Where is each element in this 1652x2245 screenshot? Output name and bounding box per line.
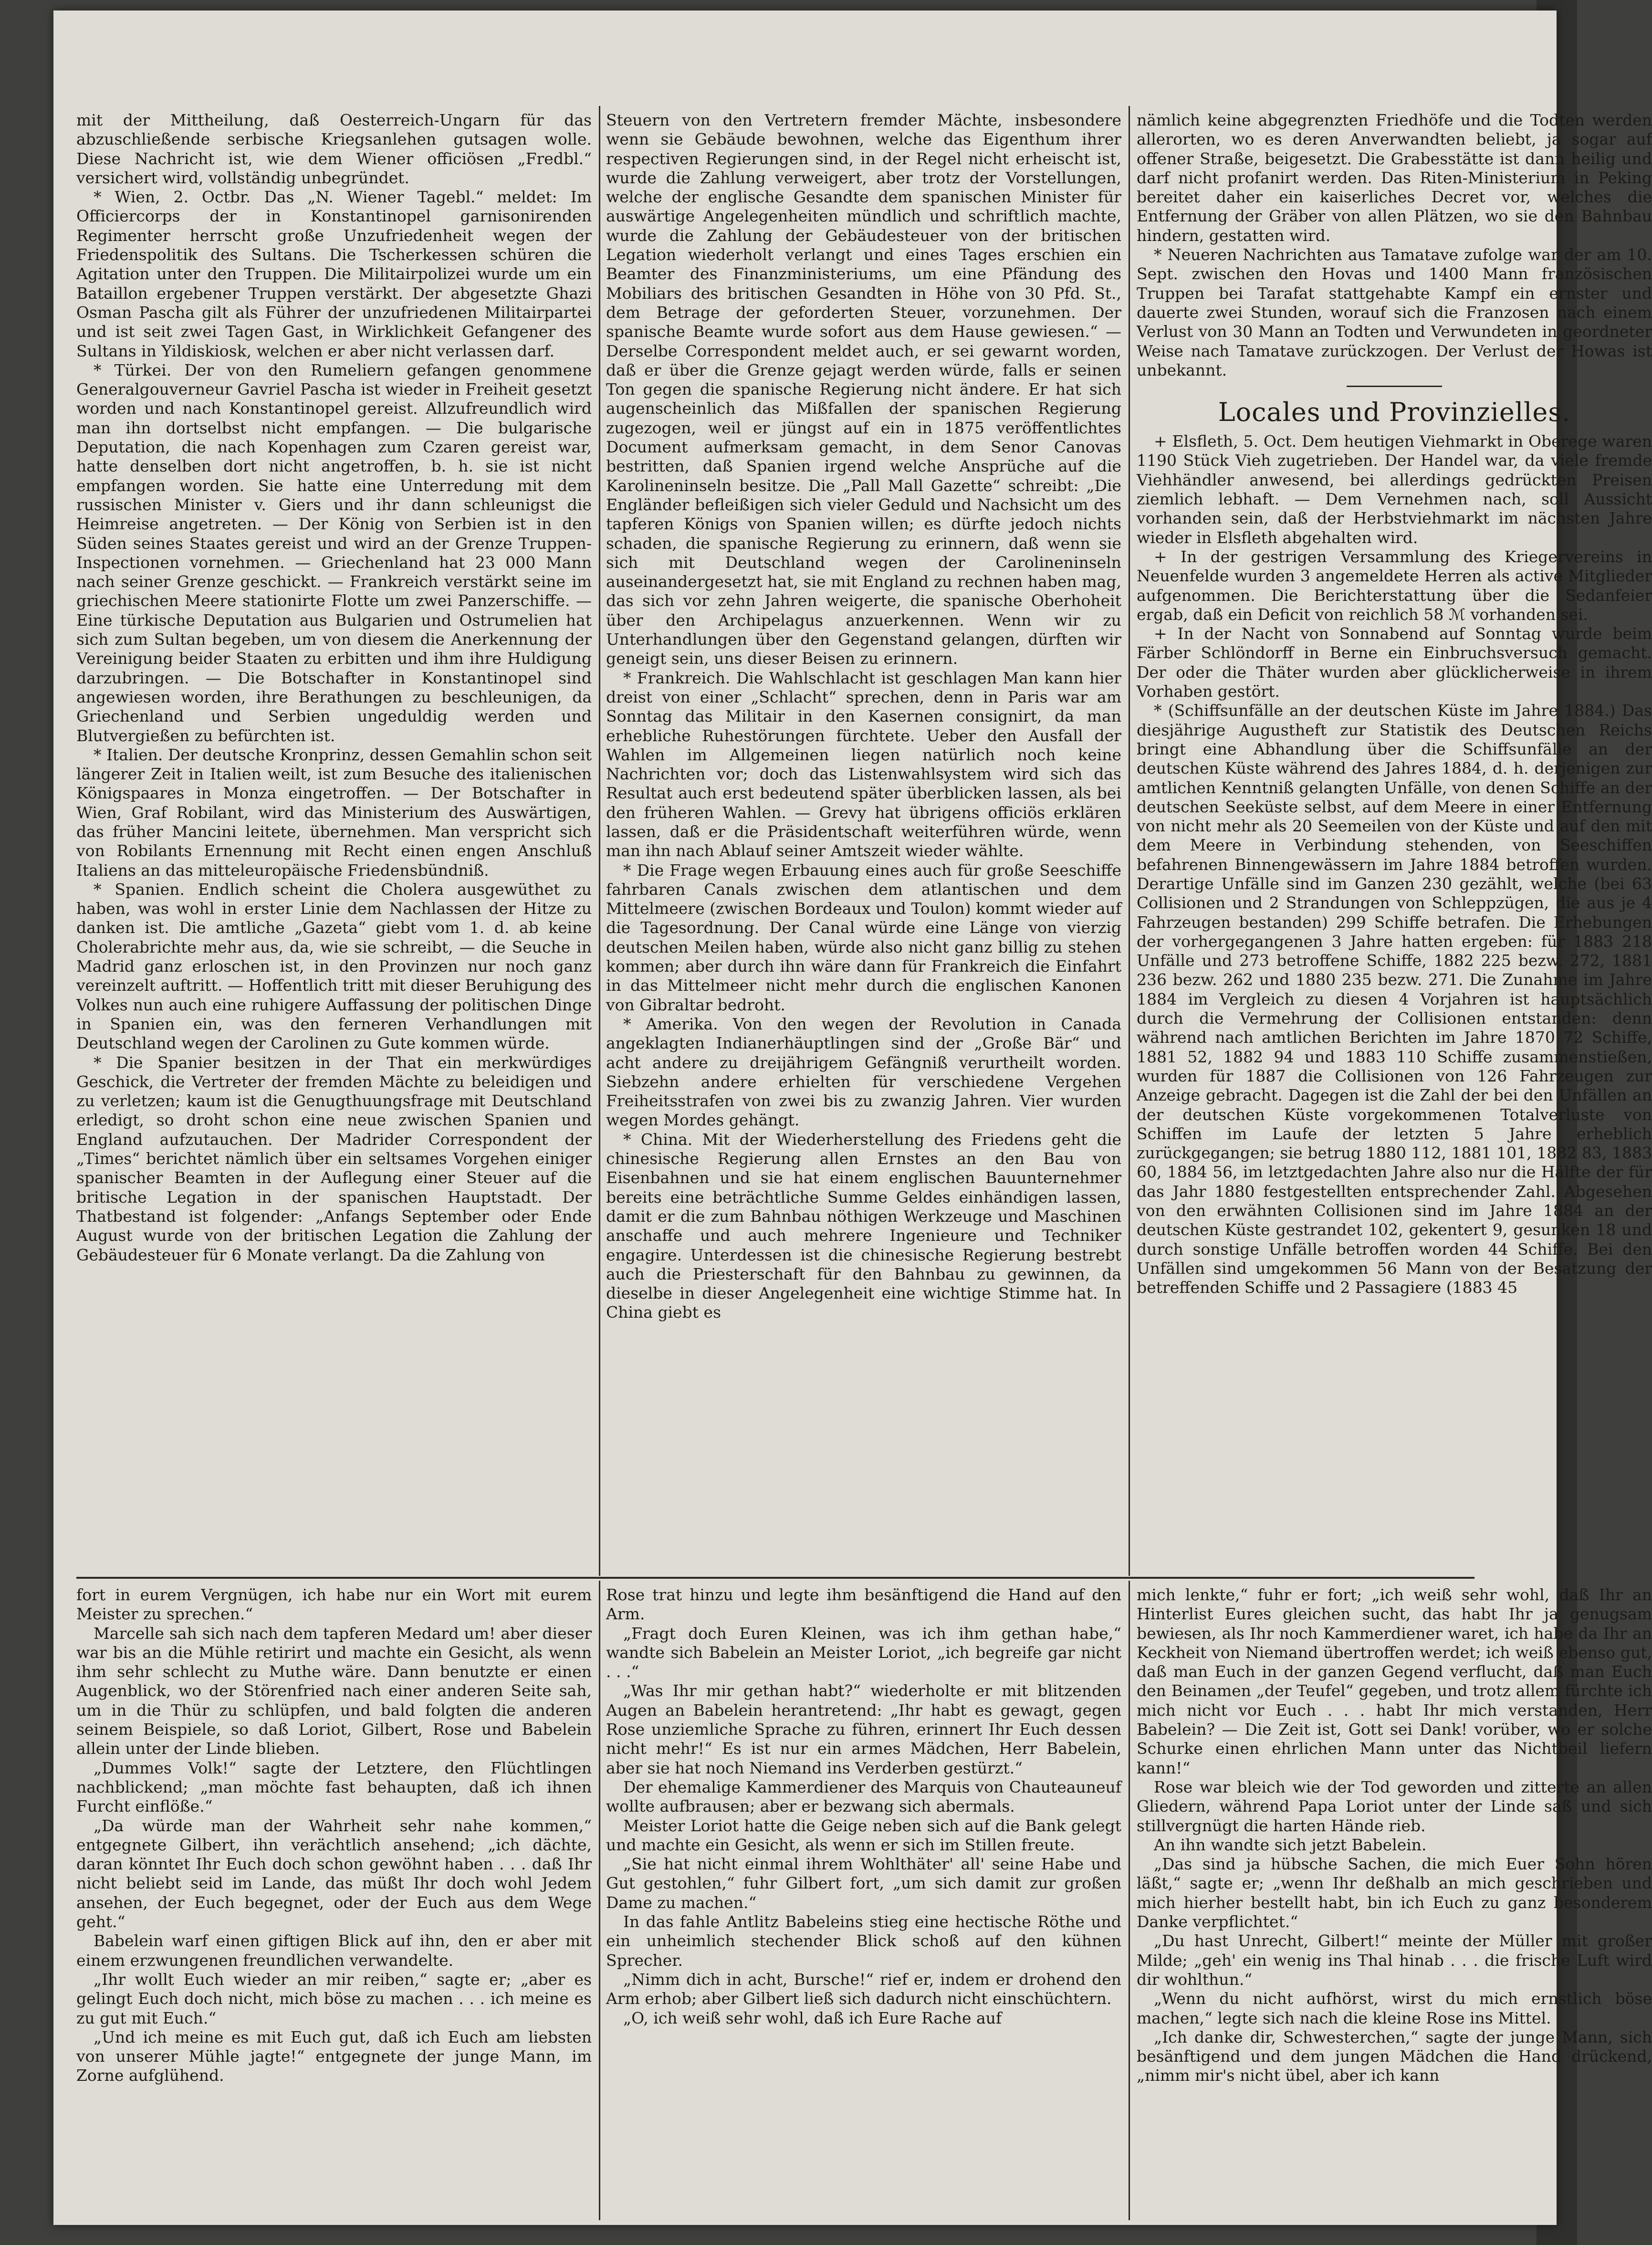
paragraph: * Amerika. Von den wegen der Revolution in Canada angeklagten Indianerhäuptlingen sind der „Große Bär“ und acht andere zu dreijährigem Gefängniß verurtheilt worden. Siebzehn andere erhielten für verschiedene Vergehen Freiheitsstrafen von zwei bis zu zwanzig Jahren. Vier wurden wegen Mordes gehängt. bbox=[606, 1014, 1121, 1130]
column-rule bbox=[1129, 106, 1130, 1576]
column-rule bbox=[599, 106, 600, 1576]
paragraph: Babelein warf einen giftigen Blick auf ihn, den er aber mit einem erzwungenen freundlichen verwandelte. bbox=[76, 1931, 592, 1970]
newspaper-page bbox=[53, 10, 1652, 2225]
news-column-2 bbox=[606, 111, 1121, 1571]
paragraph: fort in eurem Vergnügen, ich habe nur ein Wort mit eurem Meister zu sprechen.“ bbox=[76, 1585, 592, 1624]
paragraph: * Spanien. Endlich scheint die Cholera ausgewüthet zu haben, was wohl in erster Linie dem Nachlassen der Hitze zu danken ist. Die amtliche „Gazeta“ giebt vom 1. d. ab keine Cholerabrichte mehr aus, da, wie sie schreibt, — die Seuche in Madrid ganz erloschen ist, in den Provinzen nur noch ganz vereinzelt auftritt. — Hoffentlich tritt mit dieser Beruhigung des Volkes nun auch eine ruhigere Auffassung der politischen Dinge in Spanien ein, was den ferneren Verhandlungen mit Deutschland wegen der Carolinen zu Gute kommen würde. bbox=[76, 880, 592, 1053]
paragraph: * Die Frage wegen Erbauung eines auch für große Seeschiffe fahrbaren Canals zwischen dem atlantischen und dem Mittelmeere (zwischen Bordeaux und Toulon) kommt wieder auf die Tagesordnung. Der Canal würde eine Länge von vierzig deutschen Meilen haben, würde also nicht ganz billig zu stehen kommen; aber durch ihn wäre dann für Frankreich die Einfahrt in das Mittelmeer nicht mehr durch die englischen Kanonen von Gibraltar bedroht. bbox=[606, 860, 1121, 1014]
news-column-3 bbox=[1137, 111, 1652, 1571]
paragraph: „Ihr wollt Euch wieder an mir reiben,“ sagte er; „aber es gelingt Euch doch nicht, mich böse zu machen . . . ich meine es zu gut mit Euch.“ bbox=[76, 1970, 592, 2027]
paragraph: „Und ich meine es mit Euch gut, daß ich Euch am liebsten von unserer Mühle jagte!“ entgegnete der junge Mann, im Zorne aufglühend. bbox=[76, 2027, 592, 2085]
paragraph: Meister Loriot hatte die Geige neben sich auf die Bank gelegt und machte ein Gesicht, als wenn er sich im Stillen freute. bbox=[606, 1816, 1121, 1854]
news-column-1 bbox=[76, 111, 592, 1571]
section-divider bbox=[1347, 386, 1442, 387]
paragraph: „Fragt doch Euren Kleinen, was ich ihm gethan habe,“ wandte sich Babelein an Meister Loriot, „ich begreife gar nicht . . .“ bbox=[606, 1624, 1121, 1681]
local-news-paragraph: + Elsfleth, 5. Oct. Dem heutigen Viehmarkt in Oberege waren 1190 Stück Vieh zugetrieben. Der Handel war, da viele fremde Viehhändler anwesend, bei allerdings gedrückten Preisen ziemlich lebhaft. — Dem Vernehmen nach, soll Aussicht vorhanden sein, daß der Herbstviehmarkt im nächsten Jahre wieder in Elsfleth abgehalten wird. bbox=[1137, 432, 1652, 547]
paragraph: * Wien, 2. Octbr. Das „N. Wiener Tagebl.“ meldet: Im Officiercorps der in Konstantinopel garnisonirenden Regimenter herrscht große Unzufriedenheit wegen der Friedenspolitik des Sultans. Die Tscherkessen schüren die Agitation unter den Truppen. Die Militairpolizei wurde um ein Bataillon ergebener Truppen verstärkt. Der abgesetzte Ghazi Osman Pascha gilt als Führer der unzufriedenen Militairpartei und ist seit zwei Tagen Gast, in Wirklichkeit Gefangener des Sultans in Yildiskiosk, welchen er aber nicht verlassen darf. bbox=[76, 188, 592, 360]
paragraph: In das fahle Antlitz Babeleins stieg eine hectische Röthe und ein unheimlich stechender Blick schoß auf den kühnen Sprecher. bbox=[606, 1912, 1121, 1970]
paragraph: * Neueren Nachrichten aus Tamatave zufolge war der am 10. Sept. zwischen den Hovas und 1400 Mann französischen Truppen bei Tarafat stattgehabte Kampf ein ernster und dauerte zwei Stunden, worauf sich die Franzosen nach einem Verlust von 30 Mann an Todten und Verwundeten in geordneter Weise nach Tamatave zurückzogen. Der Verlust der Howas ist unbekannt. bbox=[1137, 245, 1652, 379]
local-news-paragraph: + In der Nacht von Sonnabend auf Sonntag wurde beim Färber Schlöndorff in Berne ein Einbruchsversuch gemacht. Der oder die Thäter wurden aber glücklicherweise in ihrem Vorhaben gestört. bbox=[1137, 624, 1652, 701]
paragraph: mich lenkte,“ fuhr er fort; „ich weiß sehr wohl, daß Ihr an Hinterlist Eures gleichen sucht, das habt Ihr ja genugsam bewiesen, als Ihr noch Kammerdiener waret, ich habe da Ihr an Keckheit von Niemand übertroffen werdet; ich weiß ebenso gut, daß man Euch in der ganzen Gegend verflucht, daß man Euch den Beinamen „der Teufel“ gegeben, und trotz allem fürchte ich mich nicht vor Euch . . . habt Ihr mich verstanden, Herr Babelein? — Die Zeit ist, Gott sei Dank! vorüber, wo er solche Schurke einen ehrlichen Mann unter das Nichtbeil liefern kann!“ bbox=[1137, 1585, 1652, 1777]
paragraph: „O, ich weiß sehr wohl, daß ich Eure Rache auf bbox=[623, 2008, 1002, 2027]
paragraph: * Italien. Der deutsche Kronprinz, dessen Gemahlin schon seit längerer Zeit in Italien weilt, ist zum Besuche des italienischen Königspaares in Monza eingetroffen. — Der Botschafter in Wien, Graf Robilant, wird das Ministerium des Auswärtigen, das früher Mancini leitete, übernehmen. Man verspricht sich von Robilants Ernennung mit Recht einen engen Anschluß Italiens an das mitteleuropäische Friedensbündniß. bbox=[76, 745, 592, 880]
paragraph: * China. Mit der Wiederherstellung des Friedens geht die chinesische Regierung allen Ernstes an den Bau von Eisenbahnen und sie hat einem englischen Bauunternehmer bereits eine beträchtliche Summe Geldes einhändigen lassen, damit er die zum Bahnbau nöthigen Werkzeuge und Maschinen anschaffe und auch mehrere Ingenieure und Techniker engagire. Unterdessen ist die chinesische Regierung bestrebt auch die Priesterschaft für den Bahnbau zu gewinnen, da dieselbe in dieser Angelegenheit eine wichtige Stimme hat. In China giebt es bbox=[606, 1130, 1121, 1322]
paragraph: Rose trat hinzu und legte ihm besänftigend die Hand auf den Arm. bbox=[606, 1585, 1121, 1624]
column-rule bbox=[1129, 1581, 1130, 2220]
paragraph: „Nimm dich in acht, Bursche!“ rief er, indem er drohend den Arm erhob; aber Gilbert ließ sich dadurch nicht einschüchtern. bbox=[606, 1970, 1121, 2008]
feuilleton-separator bbox=[76, 1577, 1474, 1579]
paragraph: Der ehemalige Kammerdiener des Marquis von Chauteauneuf wollte aufbrausen; aber er bezwang sich abermals. bbox=[606, 1777, 1121, 1816]
paragraph: An ihn wandte sich jetzt Babelein. bbox=[1154, 1835, 1427, 1854]
paragraph: * Türkei. Der von den Rumeliern gefangen genommene Generalgouverneur Gavriel Pascha ist wieder in Freiheit gesetzt worden und nach Konstantinopel gereist. Allzufreundlich wird man ihn dortselbst nicht empfangen. — Die bulgarische Deputation, die nach Kopenhagen zum Czaren gereist war, hatte denselben dort nicht angetroffen, b. h. sie ist nicht empfangen worden. Sie hatte eine Unterredung mit dem russischen Minister v. Giers und ihr dann schleunigst die Heimreise angetreten. — Der König von Serbien ist in den Süden seines Staates gereist und wird an der Grenze Truppen-Inspectionen vornehmen. — Griechenland hat 23 000 Mann nach seiner Grenze geschickt. — Frankreich verstärkt seine im griechischen Meere stationirte Flotte um zwei Panzerschiffe. — Eine türkische Deputation aus Bulgarien und Ostrumelien hat sich zum Sultan begeben, um von diesem die Anerkennung der Vereinigung beider Staaten zu erbitten und ihm ihre Huldigung darzubringen. — Die Botschafter in Konstantinopel sind angewiesen worden, ihre Berathungen zu beschleunigen, da Griechenland und Serbien ungeduldig werden und Blutvergießen zu befürchten ist. bbox=[76, 360, 592, 745]
paragraph: Rose war bleich wie der Tod geworden und zitterte an allen Gliedern, während Papa Loriot unter der Linde saß und sich stillvergnügt die harten Hände rieb. bbox=[1137, 1777, 1652, 1835]
feuilleton-column-3 bbox=[1137, 1585, 1652, 2220]
paragraph: „Sie hat nicht einmal ihrem Wohlthäter' all' seine Habe und Gut gestohlen,“ fuhr Gilbert fort, „um sich damit zur großen Dame zu machen.“ bbox=[606, 1855, 1121, 1912]
paragraph: „Du hast Unrecht, Gilbert!“ meinte der Müller mit großer Milde; „geh' ein wenig ins Thal hinab . . . die frische Luft wird dir wohlthun.“ bbox=[1137, 1931, 1652, 1989]
local-news-paragraph: * (Schiffsunfälle an der deutschen Küste im Jahre 1884.) Das diesjährige Augustheft zur Statistik des Deutschen Reichs bringt eine Abhandlung über die Schiffsunfälle an der deutschen Küste während des Jahres 1884, d. h. derjenigen zur amtlichen Kenntniß gelangten Unfälle, von denen Schiffe an der deutschen Seeküste selbst, auf dem Meere in einer Entfernung von nicht mehr als 20 Seemeilen von der Küste und auf den mit dem Meere in Verbindung stehenden, von Seeschiffen befahrenen Binnengewässern im Jahre 1884 betroffen wurden. Derartige Unfälle sind im Ganzen 230 gezählt, welche (bei 63 Collisionen und 2 Strandungen von Schleppzügen, die aus je 4 Fahrzeugen bestanden) 299 Schiffe betrafen. Die Erhebungen der vorhergegangenen 3 Jahre hatten ergeben: für 1883 218 Unfälle und 273 betroffene Schiffe, 1882 225 bezw. 272, 1881 236 bezw. 262 und 1880 235 bezw. 271. Die Zunahme im Jahre 1884 im Vergleich zu diesen 4 Vorjahren ist hauptsächlich durch die Vermehrung der Collisionen entstanden: denn während nach amtlichen Berichten im Jahre 1870 72 Schiffe, 1881 52, 1882 94 und 1883 110 Schiffe zusammenstießen, wurden für 1887 die Collisionen von 126 Fahrzeugen zur Anzeige gebracht. Dagegen ist die Zahl der bei den Unfällen an der deutschen Küste vorgekommenen Totalverluste von Schiffen im Laufe der letzten 5 Jahre erheblich zurückgegangen; sie betrug 1880 112, 1881 101, 1882 83, 1883 60, 1884 56, im letztgedachten Jahre also nur die Hälfte der für das Jahr 1880 festgestellten entsprechender Zahl. Abgesehen von den erwähnten Collisionen sind im Jahre 1884 an der deutschen Küste gestrandet 102, gekentert 9, gesunken 18 und durch sonstige Unfälle betroffen worden 44 Schiffe. Bei den Unfällen sind umgekommen 56 Mann von der Besatzung der betreffenden Schiffe und 2 Passagiere (1883 45 bbox=[1137, 701, 1652, 1297]
local-news-paragraph: + In der gestrigen Versammlung des Kriegervereins in Neuenfelde wurden 3 angemeldete Herren als active Mitglieder aufgenommen. Die Berichterstattung über die Sedanfeier ergab, daß ein Deficit von reichlich 58 ℳ vorhanden sei. bbox=[1137, 547, 1652, 624]
feuilleton-column-2 bbox=[606, 1585, 1121, 2220]
paragraph: mit der Mittheilung, daß Oesterreich-Ungarn für das abzuschließende serbische Kriegsanlehen gutsagen wolle. Diese Nachricht ist, wie dem Wiener officiösen „Fredbl.“ versichert wird, vollständig unbegründet. bbox=[76, 111, 592, 187]
paragraph: Steuern von den Vertretern fremder Mächte, insbesondere wenn sie Gebäude bewohnen, welche das Eigenthum ihrer respectiven Regierungen sind, in der Regel nicht erheischt ist, wurde die Zahlung verweigert, aber trotz der Vorstellungen, welche der englische Gesandte dem spanischen Minister für auswärtige Angelegenheiten mündlich und schriftlich machte, wurde die Zahlung der Gebäudesteuer von der britischen Legation wiederholt verlangt und eines Tages erschien ein Beamter des Finanzministeriums, um eine Pfändung des Mobiliars des britischen Gesandten in Höhe von 30 Pfd. St., dem Betrage der geforderten Steuer, vorzunehmen. Der spanische Beamte wurde sofort aus dem Hause gewiesen.“ — Derselbe Correspondent meldet auch, er sei gewarnt worden, daß er über die Grenze gejagt werden würde, falls er seinen Ton gegen die spanische Regierung nicht ändere. Er hat sich augenscheinlich das Mißfallen der spanischen Regierung zugezogen, weil er jüngst auf ein in 1875 veröffentlichtes Document aufmerksam gemacht, in dem Senor Canovas bestritten, daß Spanien irgend welche Ansprüche auf die Karolineninseln besitze. Die „Pall Mall Gazette“ schreibt: „Die Engländer befleißigen sich vieler Geduld und Nachsicht um des tapferen Königs von Spanien willen; es dürfte jedoch nichts schaden, die spanische Regierung zu erinnern, daß wenn sie sich mit Deutschland wegen der Carolineninseln auseinandergesetzt hat, sie mit England zu rechnen haben mag, das sich vor zehn Jahren weigerte, die spanische Oberhoheit über den Archipelagus anzuerkennen. Wenn wir zu Unterhandlungen über den Gegenstand gelangen, dürften wir geneigt sein, uns dieser Beisen zu erinnern. bbox=[606, 111, 1121, 668]
paragraph: „Ich danke dir, Schwesterchen,“ sagte der junge Mann, sich besänftigend und dem jungen Mädchen die Hand drückend, „nimm mir's nicht übel, aber ich kann bbox=[1137, 2027, 1652, 2085]
paragraph: * Die Spanier besitzen in der That ein merkwürdiges Geschick, die Vertreter der fremden Mächte zu beleidigen und zu verletzen; kaum ist die Genugthuungsfrage mit Deutschland erledigt, so droht schon eine neue zwischen Spanien und England aufzutauchen. Der Madrider Correspondent der „Times“ berichtet nämlich über ein seltsames Vorgehen einiger spanischer Beamten in der Auflegung einer Steuer auf die britische Legation in der spanischen Hauptstadt. Der Thatbestand ist folgender: „Anfangs September oder Ende August wurde von der britischen Legation die Zahlung der Gebäudesteuer für 6 Monate verlangt. Da die Zahlung von bbox=[76, 1053, 592, 1264]
paragraph: „Das sind ja hübsche Sachen, die mich Euer Sohn hören läßt,“ sagte er; „wenn Ihr deßhalb an mich geschrieben und mich hierher bestellt habt, bin ich Euch zu ganz besonderem Danke verpflichtet.“ bbox=[1137, 1855, 1652, 1931]
paragraph: Marcelle sah sich nach dem tapferen Medard um! aber dieser war bis an die Mühle retirirt und machte ein Gesicht, als wenn ihm sehr schlecht zu Muthe wäre. Dann benutzte er einen Augenblick, wo der Störenfried nach einer anderen Seite sah, um in die Thür zu schlüpfen, und bald folgten die anderen seinem Beispiele, so daß Loriot, Gilbert, Rose und Babelein allein unter der Linde blieben. bbox=[76, 1624, 592, 1758]
paragraph: „Dummes Volk!“ sagte der Letztere, den Flüchtlingen nachblickend; „man möchte fast behaupten, daß ich ihnen Furcht einflöße.“ bbox=[76, 1758, 592, 1816]
paragraph: „Wenn du nicht aufhörst, wirst du mich ernstlich böse machen,“ legte sich nach die kleine Rose ins Mittel. bbox=[1137, 1989, 1652, 2027]
feuilleton-column-1 bbox=[76, 1585, 592, 2220]
paragraph: „Was Ihr mir gethan habt?“ wiederholte er mit blitzenden Augen an Babelein herantretend: „Ihr habt es gewagt, gegen Rose unziemliche Sprache zu führen, erinnert Ihr Euch dessen nicht mehr!“ Es ist nur ein armes Mädchen, Herr Babelein, aber sie hat noch Niemand ins Verderben gestürzt.“ bbox=[606, 1681, 1121, 1777]
section-heading: Locales und Provinzielles. bbox=[1218, 397, 1571, 428]
column-rule bbox=[599, 1581, 600, 2220]
paragraph: „Da würde man der Wahrheit sehr nahe kommen,“ entgegnete Gilbert, ihn verächtlich ansehend; „ich dächte, daran könntet Ihr Euch doch schon gewöhnt haben . . . daß Ihr nicht beliebt seid im Lande, das müßt Ihr doch wohl Jedem ansehen, der Euch begegnet, oder der Euch aus dem Wege geht.“ bbox=[76, 1816, 592, 1931]
paragraph: * Frankreich. Die Wahlschlacht ist geschlagen Man kann hier dreist von einer „Schlacht“ sprechen, denn in Paris war am Sonntag das Militair in den Kasernen consignirt, da man erhebliche Ruhestörungen fürchtete. Ueber den Ausfall der Wahlen im Allgemeinen liegen natürlich noch keine Nachrichten vor; doch das Listenwahlsystem wird sich das Resultat auch erst bedeutend später überblicken lassen, als bei den früheren Wahlen. — Grevy hat übrigens officiös erklären lassen, daß er die Präsidentschaft weiterführen würde, wenn man ihn nach Ablauf seiner Amtszeit wieder wählte. bbox=[606, 668, 1121, 860]
paragraph: nämlich keine abgegrenzten Friedhöfe und die Todten werden allerorten, wo es deren Anverwandten beliebt, ja sogar auf offener Straße, beigesetzt. Die Grabesstätte ist dann heilig und darf nicht profanirt werden. Das Riten-Ministerium in Peking bereitet daher ein kaiserliches Decret vor, welches die Entfernung der Gräber von allen Plätzen, wo sie den Bahnbau hindern, gestatten wird. bbox=[1137, 111, 1652, 245]
